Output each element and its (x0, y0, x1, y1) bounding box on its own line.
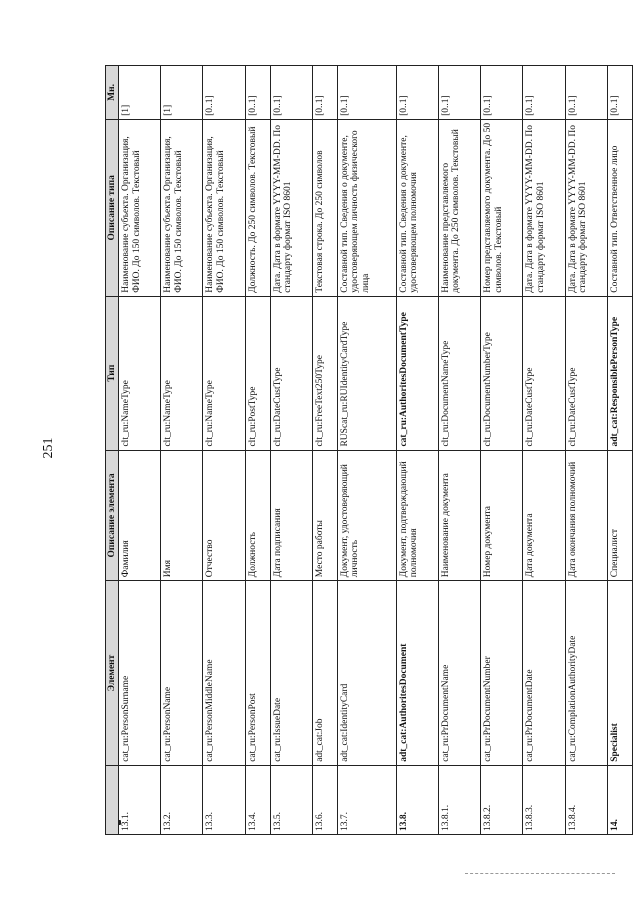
cell-type: cat_ru:AuthoritesDocumentType (397, 296, 439, 450)
cell-description: Номер документа (481, 450, 523, 581)
cell-type-description: Наименование субъекта. Организация, ФИО. До 150 символов. Текстовый (203, 119, 245, 296)
header-type: Тип (106, 296, 119, 450)
header-multiplicity: Мн. (106, 66, 119, 120)
cell-element: cat_ru:PersonMiddleName (203, 581, 245, 766)
table-header-row (106, 66, 119, 835)
cell-type-description: Номер представляемого документа. До 50 символов. Текстовый (481, 119, 523, 296)
cell-element: adt_cat:Job (312, 581, 337, 766)
rotated-page (105, 65, 633, 835)
cell-number: 13.5. (270, 765, 312, 834)
table-row (312, 66, 337, 835)
cell-description: Наименование документа (439, 450, 481, 581)
cell-type-description: Дата. Дата в формате YYYY-MM-DD. По стандарту формат ISO 8601 (270, 119, 312, 296)
header-type-description: Описание типа (106, 119, 119, 296)
cell-multiplicity: [0..1] (565, 66, 607, 120)
cell-element: cat_ru:PrDocumentNumber (481, 581, 523, 766)
cell-type: clt_ru:NameType (119, 296, 161, 450)
cell-multiplicity: [0..1] (523, 66, 565, 120)
table-row (161, 66, 203, 835)
cell-multiplicity: [0..1] (481, 66, 523, 120)
table-body (119, 66, 633, 835)
table-row (523, 66, 565, 835)
table-row (481, 66, 523, 835)
table-row (439, 66, 481, 835)
cell-element: cat_ru:PersonName (161, 581, 203, 766)
cell-number: 13.1. (119, 765, 161, 834)
header-number (106, 765, 119, 834)
cell-type: clt_ru:DateCustType (523, 296, 565, 450)
cell-type-description: Текстовая строка. До 250 символов (312, 119, 337, 296)
cell-description: Документ, удостоверяющий личность (338, 450, 397, 581)
cell-description: Дата окончания полномочий (565, 450, 607, 581)
cell-description: Дата документа (523, 450, 565, 581)
cell-description: Имя (161, 450, 203, 581)
cell-number: 13.8.3. (523, 765, 565, 834)
cell-multiplicity: [0..1] (312, 66, 337, 120)
cell-type-description: Составной тип. Сведения о документе, удостоверяющем полномочия (397, 119, 439, 296)
table-row (338, 66, 397, 835)
cell-multiplicity: [1] (161, 66, 203, 120)
cell-type: clt_ru:NameType (203, 296, 245, 450)
cell-multiplicity: [0..1] (203, 66, 245, 120)
cell-multiplicity: [0..1] (607, 66, 632, 120)
cell-description: Место работы (312, 450, 337, 581)
cell-number: 13.7. (338, 765, 397, 834)
cell-type: clt_ru:DateCustType (565, 296, 607, 450)
cell-element: cat_ru:PersonSurname (119, 581, 161, 766)
cell-type: clt_ru:DocumentNameType (439, 296, 481, 450)
cell-number: 13.3. (203, 765, 245, 834)
table-row (119, 66, 161, 835)
cell-element: cat_ru:IssueDate (270, 581, 312, 766)
cell-description: Отчество (203, 450, 245, 581)
cell-number: 13.8.2. (481, 765, 523, 834)
cell-description: Фамилия (119, 450, 161, 581)
cell-number: 13.6. (312, 765, 337, 834)
cell-type: clt_ru:DateCustType (270, 296, 312, 450)
cell-description: Специалист (607, 450, 632, 581)
table-row (607, 66, 632, 835)
cell-element: cat_ru:PersonPost (245, 581, 270, 766)
cell-element: adt_cat:IdentityCard (338, 581, 397, 766)
cell-number: 13.8.1. (439, 765, 481, 834)
cell-multiplicity: [0..1] (245, 66, 270, 120)
cell-multiplicity: [0..1] (439, 66, 481, 120)
cell-multiplicity: [1] (119, 66, 161, 120)
cell-element: Specialist (607, 581, 632, 766)
cell-type-description: Составной тип. Ответственное лицо (607, 119, 632, 296)
cell-type: adt_cat:ResponsiblePersonType (607, 296, 632, 450)
bottom-rule (465, 873, 615, 874)
cell-number: 13.8.4. (565, 765, 607, 834)
cell-type-description: Составной тип. Сведения о документе, удостоверяющем личность физического лица (338, 119, 397, 296)
cell-multiplicity: [0..1] (397, 66, 439, 120)
cell-element: cat_ru:PrDocumentDate (523, 581, 565, 766)
cell-number: 13.8. (397, 765, 439, 834)
spec-table (105, 65, 633, 835)
cell-number: 14. (607, 765, 632, 834)
table-row (565, 66, 607, 835)
cell-type: clt_ru:NameType (161, 296, 203, 450)
table-row (203, 66, 245, 835)
table-row (270, 66, 312, 835)
margin-mark (118, 820, 121, 825)
cell-type: clt_ru:DocumentNumberType (481, 296, 523, 450)
cell-element: cat_ru:ComplationAuthorityDate (565, 581, 607, 766)
cell-description: Документ, подтверждающий полномочия (397, 450, 439, 581)
cell-description: Дата подписания (270, 450, 312, 581)
cell-type: clt_ru:FreeText250Type (312, 296, 337, 450)
header-element: Элемент (106, 581, 119, 766)
cell-element: cat_ru:PrDocumentName (439, 581, 481, 766)
table-row (397, 66, 439, 835)
cell-element: adt_cat:AuthoritesDocument (397, 581, 439, 766)
cell-description: Должность (245, 450, 270, 581)
cell-type-description: Наименование представляемого документа. До 250 символов. Текстовый (439, 119, 481, 296)
cell-multiplicity: [0..1] (270, 66, 312, 120)
table-row (245, 66, 270, 835)
rotated-table-container (105, 65, 633, 835)
cell-type: RUScat_ru:RUIdentityCardType (338, 296, 397, 450)
cell-number: 13.2. (161, 765, 203, 834)
cell-number: 13.4. (245, 765, 270, 834)
cell-type: clt_ru:PostType (245, 296, 270, 450)
cell-type-description: Дата. Дата в формате YYYY-MM-DD. По стандарту формат ISO 8601 (565, 119, 607, 296)
cell-type-description: Дата. Дата в формате YYYY-MM-DD. По стандарту формат ISO 8601 (523, 119, 565, 296)
cell-type-description: Должность. До 250 символов. Текстовый (245, 119, 270, 296)
cell-type-description: Наименование субъекта. Организация, ФИО. До 150 символов. Текстовый (161, 119, 203, 296)
cell-multiplicity: [0..1] (338, 66, 397, 120)
page-number: 251 (41, 437, 56, 459)
header-description: Описание элемента (106, 450, 119, 581)
cell-type-description: Наименование субъекта. Организация, ФИО. До 150 символов. Текстовый (119, 119, 161, 296)
